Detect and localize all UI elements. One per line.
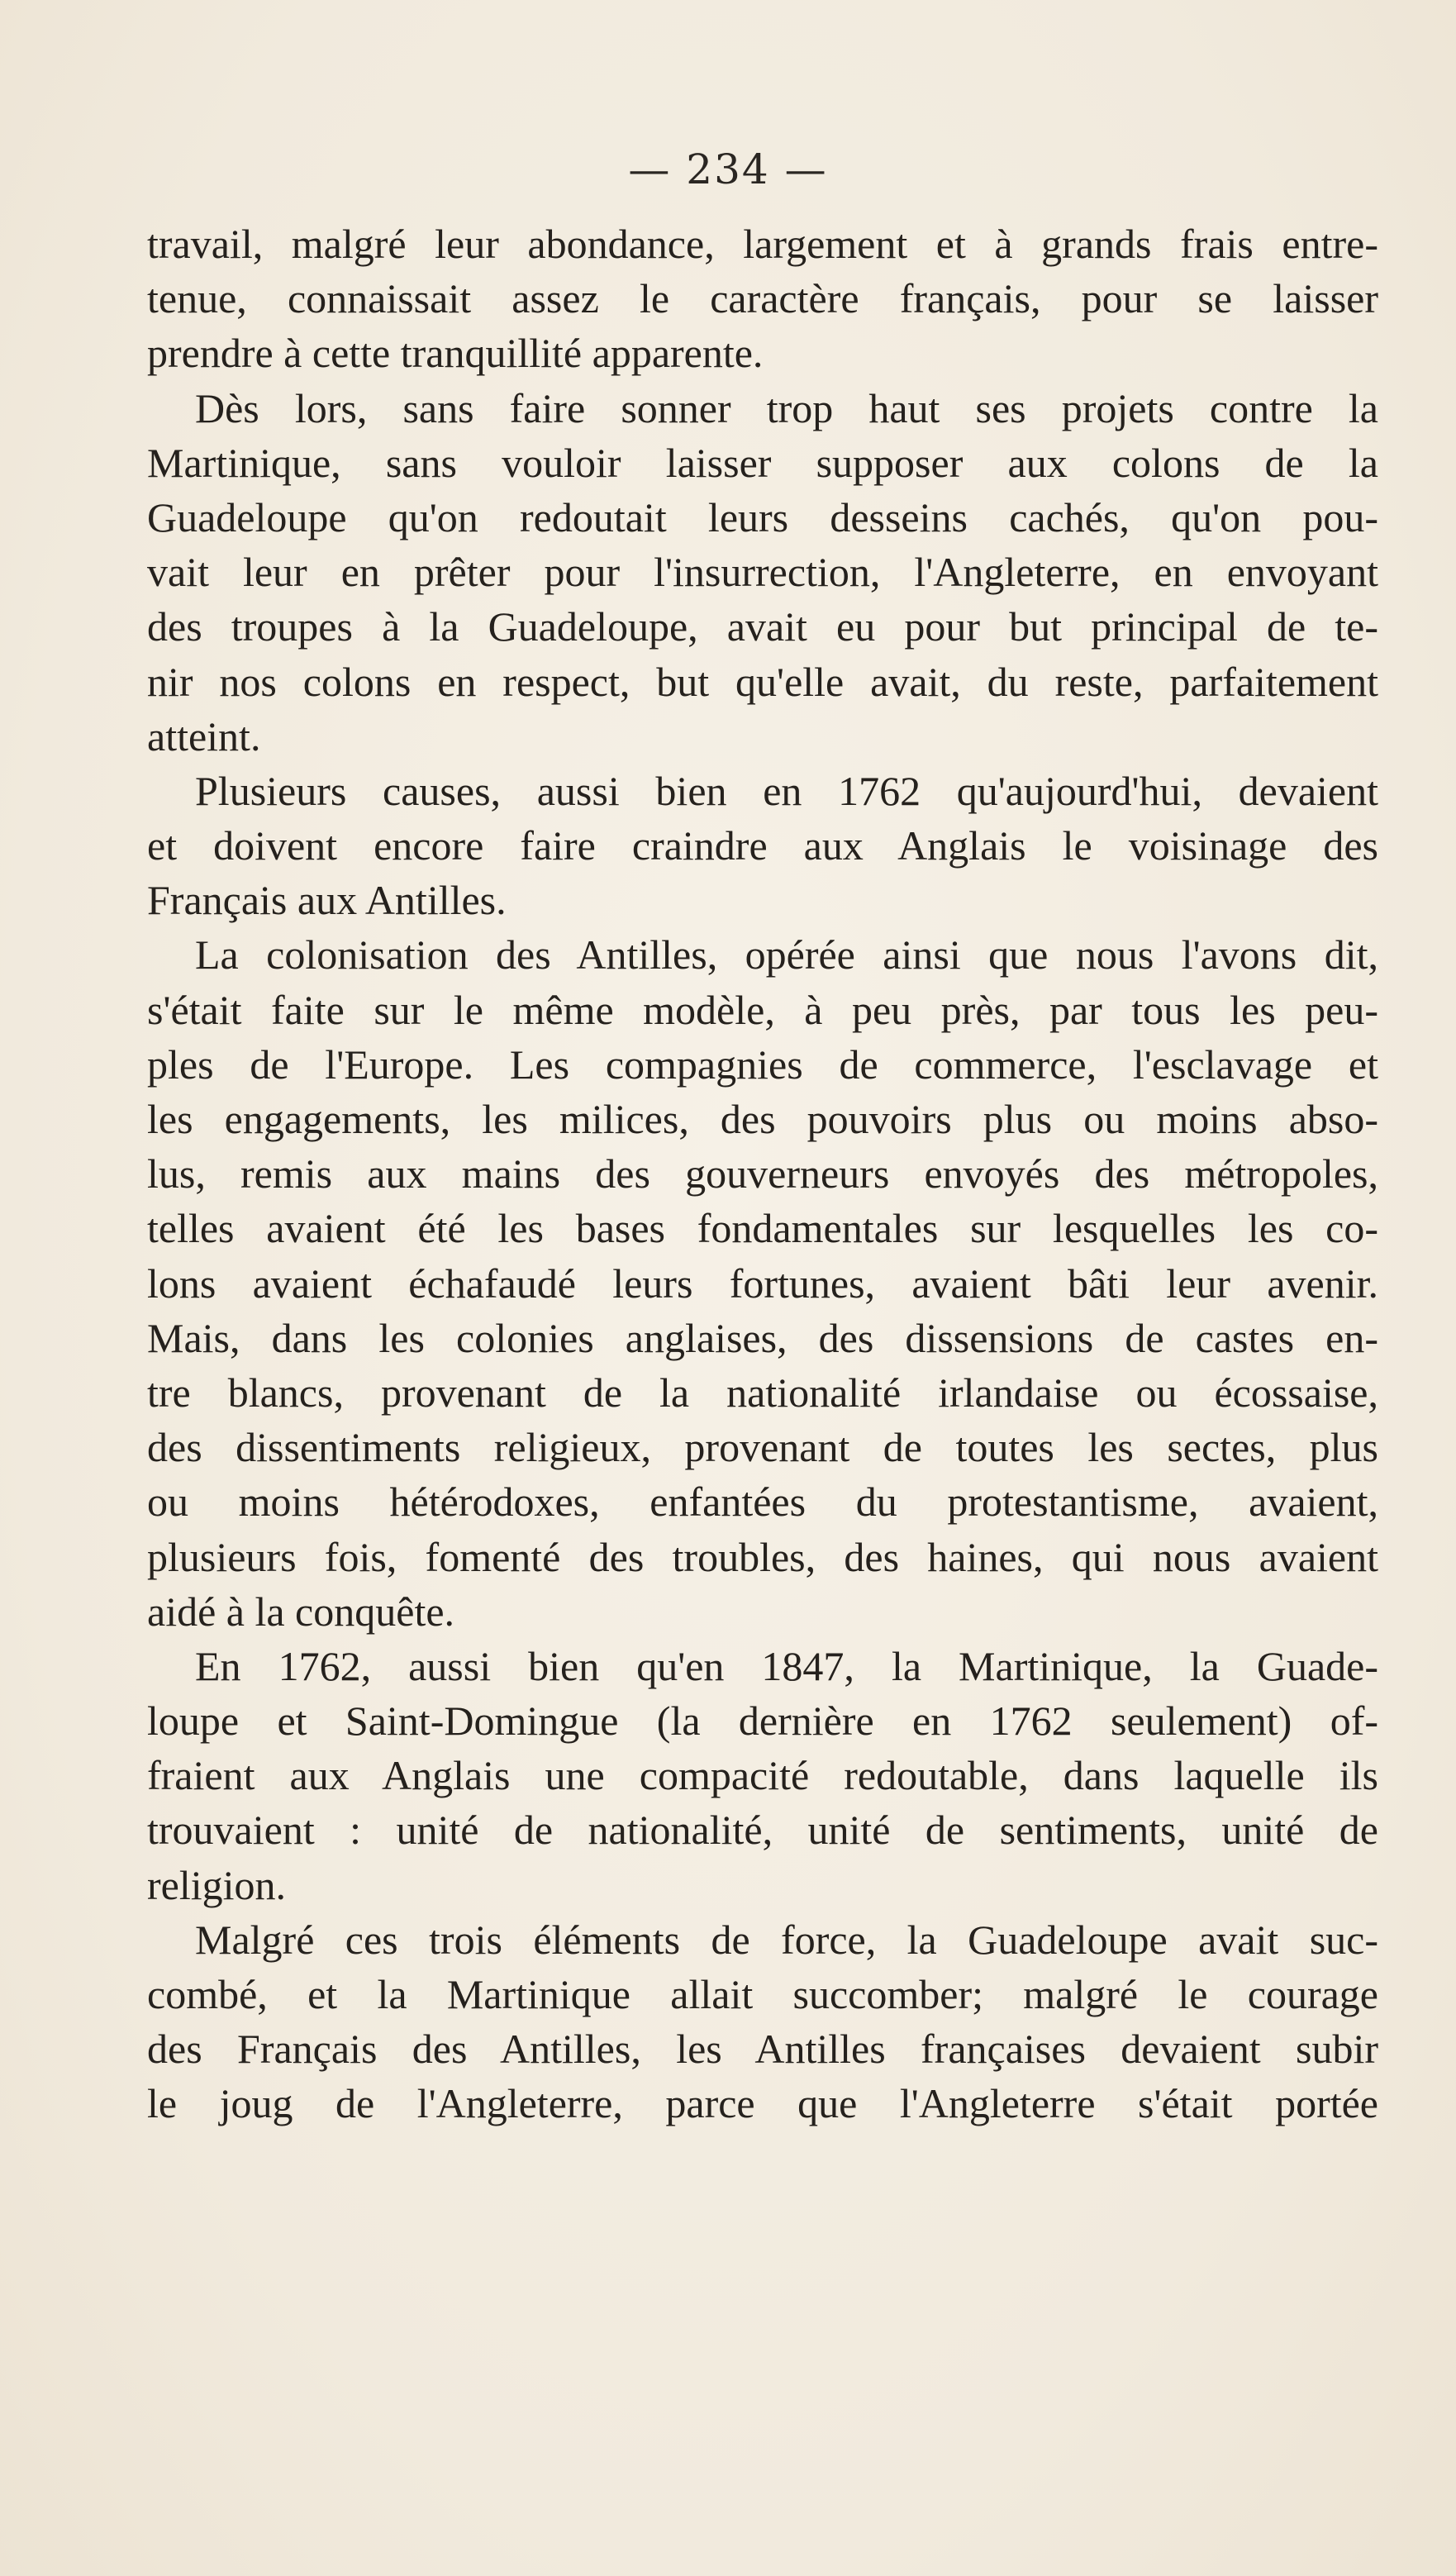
text-line: Guadeloupe qu'on redoutait leurs desseins cachés, qu'on pou-: [147, 493, 1378, 540]
body-text: [147, 217, 1378, 2131]
text-line: les engagements, les milices, des pouvoirs plus ou moins abso-: [147, 1096, 1378, 1142]
text-line: Français aux Antilles.: [147, 877, 507, 924]
text-line: La colonisation des Antilles, opérée ainsi que nous l'avons dit,: [195, 931, 1378, 978]
text-line: telles avaient été les bases fondamentales sur lesquelles les co-: [147, 1205, 1378, 1252]
text-line: religion.: [147, 1861, 287, 1908]
text-line: tenue, connaissait assez le caractère français, pour se laisser: [147, 275, 1378, 322]
text-line: combé, et la Martinique allait succomber; malgré le courage: [147, 1971, 1378, 2017]
text-line: prendre à cette tranquillité apparente.: [147, 330, 764, 377]
text-line: Martinique, sans vouloir laisser supposer aux colons de la: [147, 439, 1378, 486]
page-number: — 234 —: [628, 145, 828, 193]
text-line: Mais, dans les colonies anglaises, des dissensions de castes en-: [147, 1314, 1378, 1361]
text-line: lus, remis aux mains des gouverneurs envoyés des métropoles,: [147, 1150, 1378, 1198]
text-line: fraient aux Anglais une compacité redoutable, dans laquelle ils: [147, 1752, 1378, 1799]
text-line: aidé à la conquête.: [147, 1588, 455, 1635]
text-line: des Français des Antilles, les Antilles françaises devaient subir: [147, 2026, 1378, 2073]
text-line: ples de l'Europe. Les compagnies de commerce, l'esclavage et: [147, 1040, 1378, 1088]
text-line: loupe et Saint-Domingue (la dernière en 1762 seulement) of-: [147, 1697, 1378, 1745]
text-line: et doivent encore faire craindre aux Anglais le voisinage des: [147, 822, 1378, 869]
text-line: nir nos colons en respect, but qu'elle avait, du reste, parfaitement: [147, 658, 1378, 705]
text-line: le joug de l'Angleterre, parce que l'Angleterre s'était portée: [147, 2080, 1378, 2127]
text-line: des troupes à la Guadeloupe, avait eu pour but principal de te-: [147, 603, 1378, 650]
text-line: Plusieurs causes, aussi bien en 1762 qu'aujourd'hui, devaient: [195, 767, 1378, 814]
text-line: trouvaient : unité de nationalité, unité de sentiments, unité de: [147, 1807, 1378, 1854]
text-line: atteint.: [147, 712, 261, 759]
text-line: s'était faite sur le même modèle, à peu près, par tous les peu-: [147, 986, 1378, 1033]
text-line: ou moins hétérodoxes, enfantées du protestantisme, avaient,: [147, 1478, 1378, 1526]
text-line: Dès lors, sans faire sonner trop haut ses projets contre la: [195, 384, 1378, 431]
text-line: tre blancs, provenant de la nationalité irlandaise ou écossaise,: [147, 1369, 1378, 1416]
text-line: Malgré ces trois éléments de force, la Guadeloupe avait suc-: [195, 1916, 1378, 1963]
text-line: lons avaient échafaudé leurs fortunes, avaient bâti leur avenir.: [147, 1259, 1378, 1307]
text-line: des dissentiments religieux, provenant de toutes les sectes, plus: [147, 1424, 1378, 1471]
text-line: travail, malgré leur abondance, largement et à grands frais entre-: [147, 221, 1378, 267]
text-line: vait leur en prêter pour l'insurrection, l'Angleterre, en envoyant: [147, 549, 1378, 596]
text-line: plusieurs fois, fomenté des troubles, des haines, qui nous avaient: [147, 1533, 1378, 1580]
text-line: En 1762, aussi bien qu'en 1847, la Martinique, la Guade-: [195, 1642, 1378, 1689]
